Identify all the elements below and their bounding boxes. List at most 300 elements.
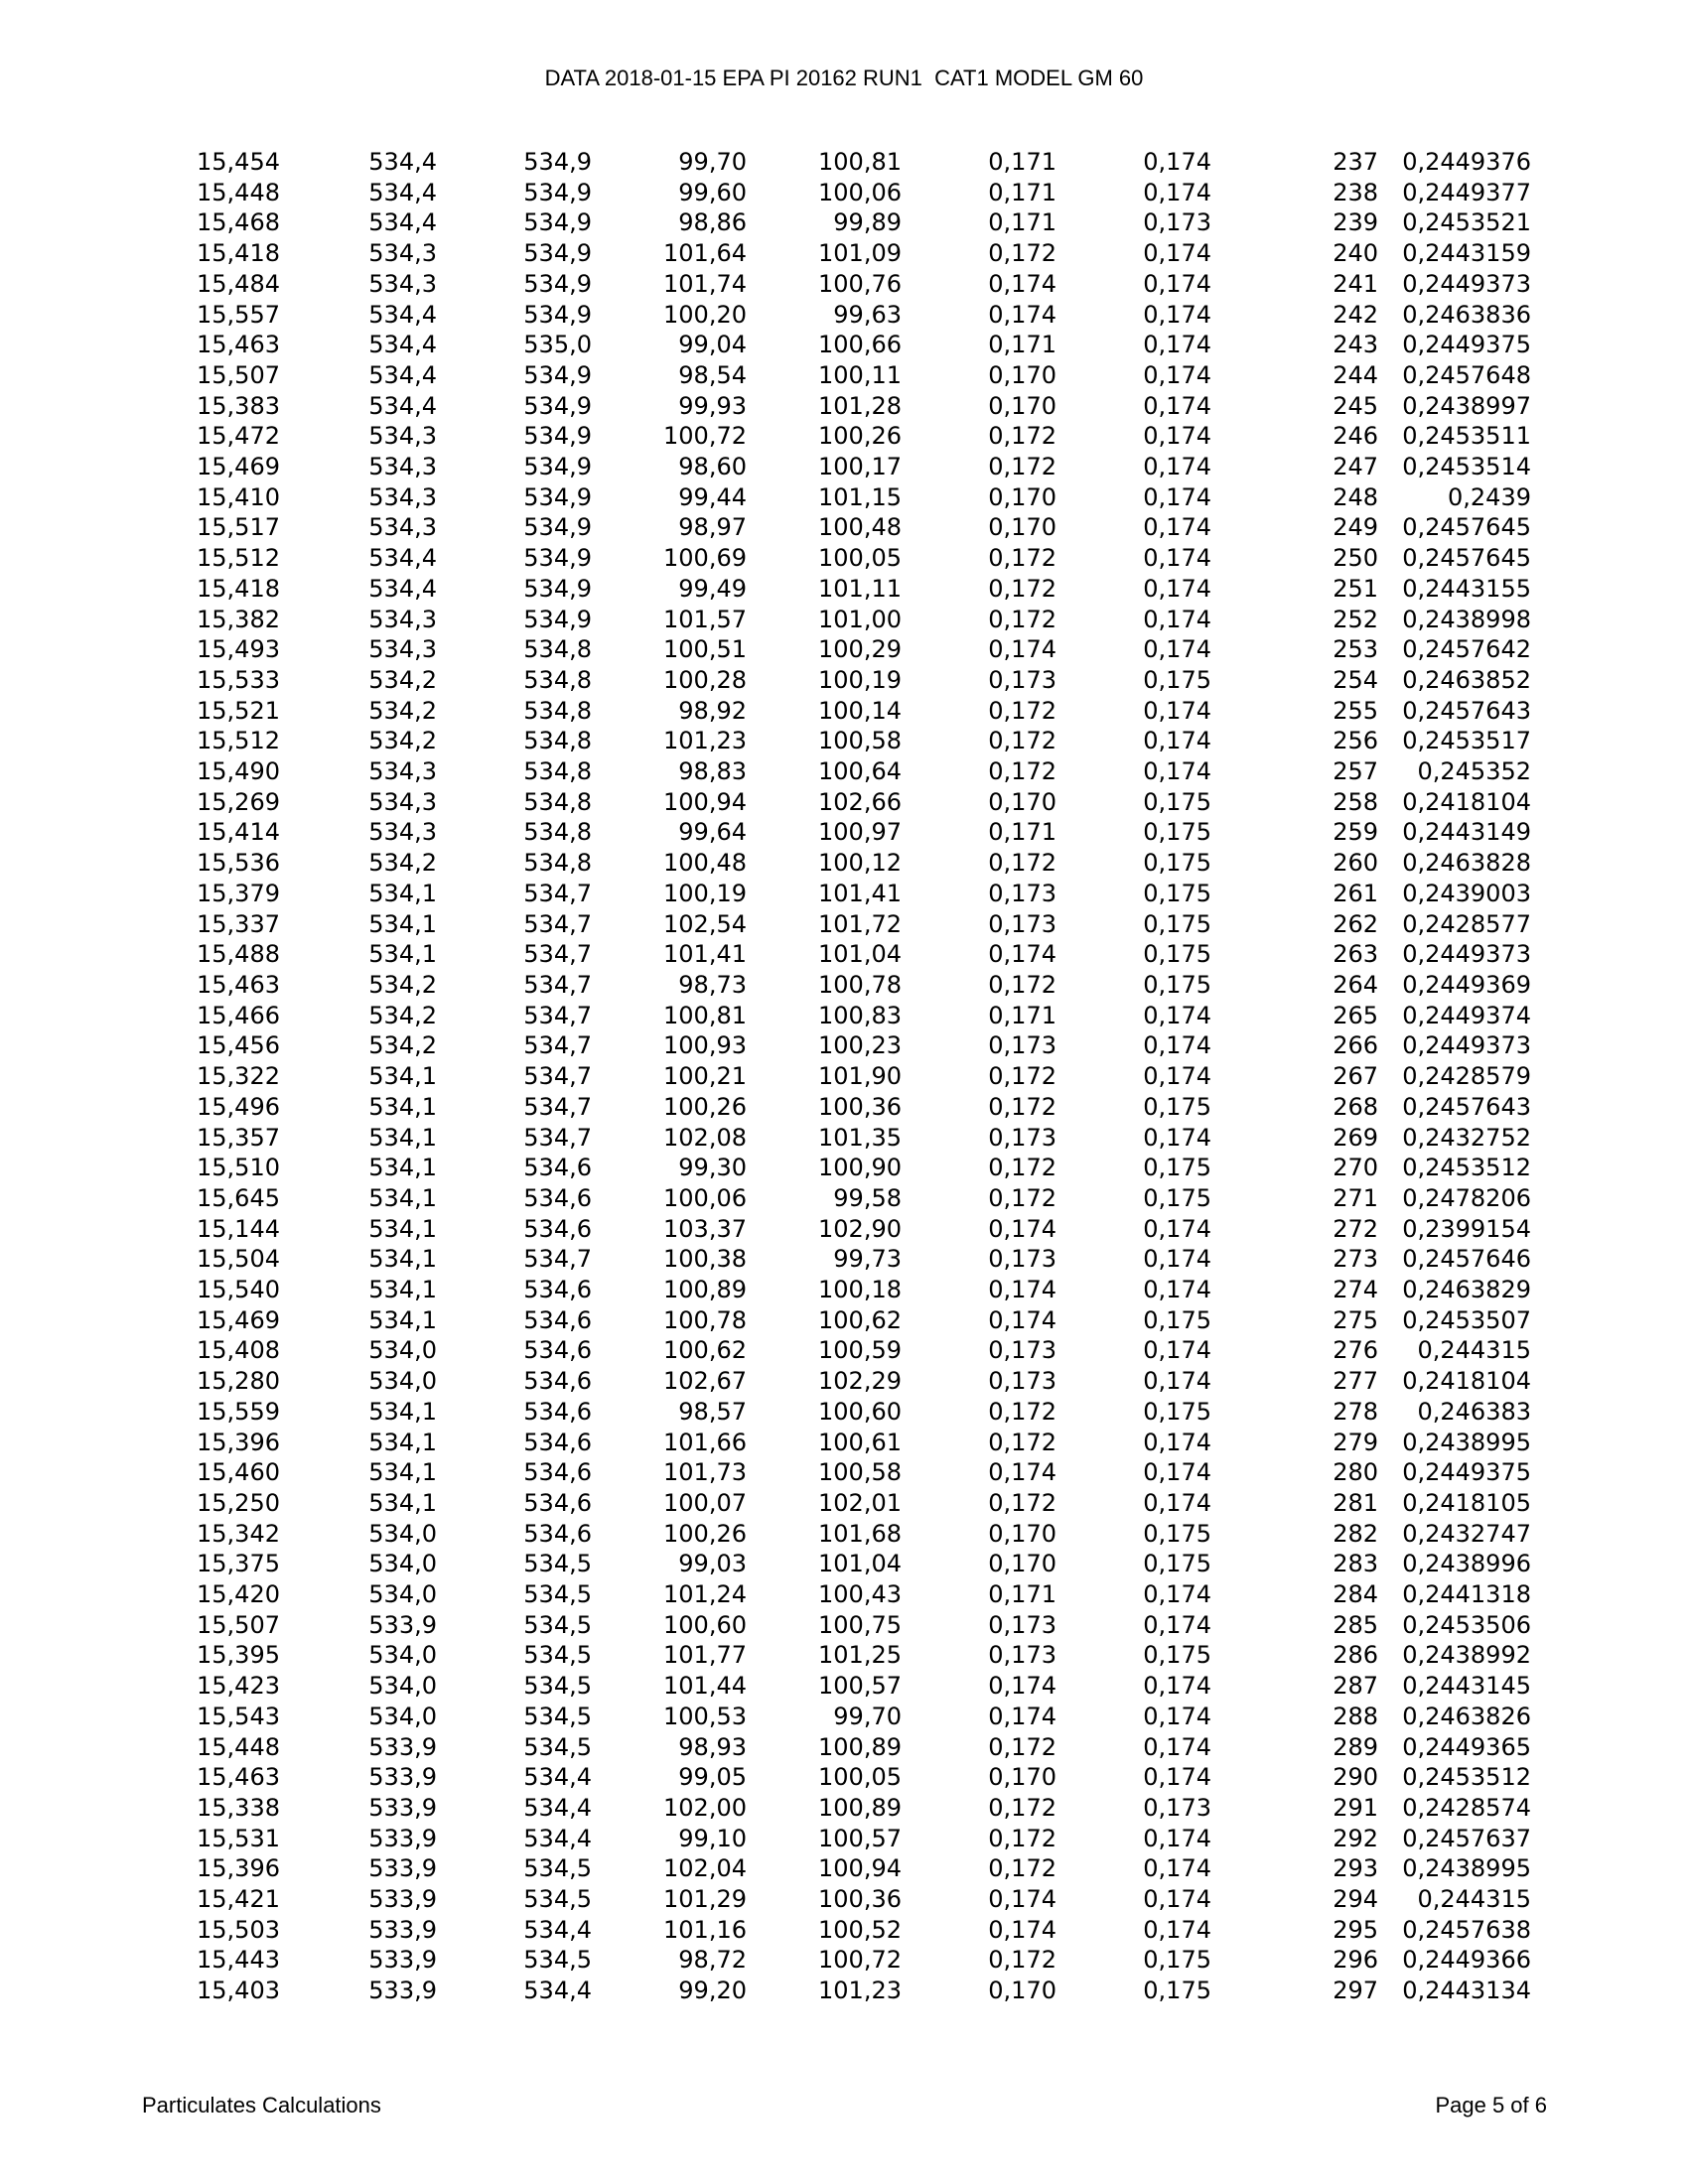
table-cell: 287 bbox=[1333, 1672, 1378, 1701]
table-cell: 101,00 bbox=[818, 605, 902, 633]
table-cell: 0,174 bbox=[1143, 1062, 1211, 1091]
table-cell: 534,7 bbox=[523, 1001, 592, 1029]
table-cell: 534,4 bbox=[368, 331, 437, 359]
table-cell: 0,2438998 bbox=[1402, 605, 1531, 633]
table-row bbox=[0, 1915, 1531, 1946]
table-cell: 0,2399154 bbox=[1402, 1214, 1531, 1243]
table-cell: 0,174 bbox=[1143, 1031, 1211, 1060]
table-cell: 0,175 bbox=[1143, 1946, 1211, 1975]
table-cell: 100,89 bbox=[818, 1793, 902, 1822]
table-cell: 534,1 bbox=[368, 1305, 437, 1334]
table-cell: 0,2443149 bbox=[1402, 818, 1531, 847]
table-cell: 0,170 bbox=[988, 482, 1056, 511]
table-cell: 534,0 bbox=[368, 1519, 437, 1548]
table-cell: 534,1 bbox=[368, 1062, 437, 1091]
table-cell: 284 bbox=[1333, 1580, 1378, 1609]
table-cell: 283 bbox=[1333, 1550, 1378, 1578]
table-cell: 0,174 bbox=[1143, 422, 1211, 451]
table-cell: 99,30 bbox=[678, 1154, 747, 1182]
table-cell: 274 bbox=[1333, 1276, 1378, 1304]
table-cell: 15,466 bbox=[197, 1001, 280, 1029]
table-cell: 243 bbox=[1333, 331, 1378, 359]
table-cell: 533,9 bbox=[368, 1885, 437, 1914]
table-row bbox=[0, 1366, 1531, 1397]
table-cell: 100,60 bbox=[818, 1397, 902, 1426]
table-cell: 0,172 bbox=[988, 1092, 1056, 1121]
page-header: DATA 2018-01-15 EPA PI 20162 RUN1 CAT1 MODEL GM 60 bbox=[544, 66, 1144, 90]
table-cell: 0,2439 bbox=[1448, 482, 1531, 511]
table-row bbox=[0, 1793, 1531, 1824]
table-cell: 101,11 bbox=[818, 574, 902, 603]
table-cell: 237 bbox=[1333, 148, 1378, 176]
table-cell: 289 bbox=[1333, 1732, 1378, 1761]
table-row bbox=[0, 1732, 1531, 1763]
table-cell: 0,2457637 bbox=[1402, 1824, 1531, 1852]
table-cell: 534,5 bbox=[523, 1702, 592, 1730]
table-cell: 15,357 bbox=[197, 1123, 280, 1152]
table-row bbox=[0, 696, 1531, 727]
table-cell: 99,10 bbox=[678, 1824, 747, 1852]
table-cell: 534,5 bbox=[523, 1732, 592, 1761]
table-cell: 99,73 bbox=[833, 1245, 902, 1274]
table-cell: 0,2449376 bbox=[1402, 148, 1531, 176]
table-row bbox=[0, 1030, 1531, 1061]
table-cell: 0,171 bbox=[988, 818, 1056, 847]
table-cell: 259 bbox=[1333, 818, 1378, 847]
table-row bbox=[0, 391, 1531, 422]
table-cell: 15,454 bbox=[197, 148, 280, 176]
table-cell: 0,2453512 bbox=[1402, 1763, 1531, 1792]
table-cell: 291 bbox=[1333, 1793, 1378, 1822]
footer-title: Particulates Calculations bbox=[142, 2093, 381, 2117]
table-row bbox=[0, 1702, 1531, 1732]
table-cell: 534,5 bbox=[523, 1610, 592, 1639]
table-row bbox=[0, 574, 1531, 605]
table-cell: 15,423 bbox=[197, 1672, 280, 1701]
table-cell: 0,175 bbox=[1143, 818, 1211, 847]
table-cell: 103,37 bbox=[663, 1214, 747, 1243]
table-cell: 98,93 bbox=[678, 1732, 747, 1761]
table-cell: 534,9 bbox=[523, 482, 592, 511]
table-row bbox=[0, 605, 1531, 635]
table-cell: 262 bbox=[1333, 909, 1378, 938]
table-cell: 15,484 bbox=[197, 269, 280, 298]
table-cell: 100,12 bbox=[818, 849, 902, 878]
table-cell: 534,4 bbox=[523, 1915, 592, 1944]
table-cell: 0,174 bbox=[1143, 544, 1211, 573]
table-cell: 100,07 bbox=[663, 1488, 747, 1517]
table-cell: 534,3 bbox=[368, 453, 437, 481]
table-cell: 534,0 bbox=[368, 1702, 437, 1730]
table-cell: 15,250 bbox=[197, 1488, 280, 1517]
table-cell: 15,410 bbox=[197, 482, 280, 511]
table-cell: 295 bbox=[1333, 1915, 1378, 1944]
table-cell: 0,174 bbox=[988, 940, 1056, 969]
table-cell: 15,469 bbox=[197, 453, 280, 481]
table-cell: 100,29 bbox=[818, 635, 902, 664]
table-cell: 288 bbox=[1333, 1702, 1378, 1730]
table-cell: 0,172 bbox=[988, 1062, 1056, 1091]
table-cell: 534,1 bbox=[368, 1397, 437, 1426]
table-cell: 15,414 bbox=[197, 818, 280, 847]
table-cell: 0,2449374 bbox=[1402, 1001, 1531, 1029]
table-cell: 0,2449369 bbox=[1402, 970, 1531, 999]
table-cell: 98,92 bbox=[678, 696, 747, 725]
table-cell: 0,2457643 bbox=[1402, 1092, 1531, 1121]
table-cell: 290 bbox=[1333, 1763, 1378, 1792]
table-cell: 0,175 bbox=[1143, 849, 1211, 878]
table-cell: 0,175 bbox=[1143, 665, 1211, 694]
table-cell: 263 bbox=[1333, 940, 1378, 969]
table-cell: 0,174 bbox=[1143, 1854, 1211, 1883]
table-cell: 0,173 bbox=[988, 879, 1056, 907]
table-cell: 0,172 bbox=[988, 1183, 1056, 1212]
table-cell: 101,09 bbox=[818, 239, 902, 268]
table-cell: 101,90 bbox=[818, 1062, 902, 1091]
table-cell: 15,448 bbox=[197, 1732, 280, 1761]
table-cell: 0,172 bbox=[988, 849, 1056, 878]
table-cell: 101,44 bbox=[663, 1672, 747, 1701]
table-cell: 0,2453514 bbox=[1402, 453, 1531, 481]
table-cell: 534,8 bbox=[523, 787, 592, 816]
data-table bbox=[0, 147, 1531, 2006]
table-cell: 15,463 bbox=[197, 1763, 280, 1792]
table-cell: 0,174 bbox=[1143, 1123, 1211, 1152]
table-cell: 15,456 bbox=[197, 1031, 280, 1060]
table-cell: 0,175 bbox=[1143, 909, 1211, 938]
table-cell: 100,26 bbox=[663, 1092, 747, 1121]
table-cell: 0,172 bbox=[988, 544, 1056, 573]
table-cell: 534,6 bbox=[523, 1428, 592, 1456]
table-cell: 15,420 bbox=[197, 1580, 280, 1609]
table-cell: 0,174 bbox=[988, 1915, 1056, 1944]
table-cell: 0,244315 bbox=[1417, 1885, 1531, 1914]
table-cell: 0,172 bbox=[988, 1428, 1056, 1456]
table-cell: 99,70 bbox=[678, 148, 747, 176]
table-cell: 534,0 bbox=[368, 1641, 437, 1670]
table-cell: 0,174 bbox=[1143, 1610, 1211, 1639]
table-cell: 100,64 bbox=[818, 757, 902, 786]
table-cell: 102,54 bbox=[663, 909, 747, 938]
table-cell: 534,9 bbox=[523, 544, 592, 573]
table-cell: 0,174 bbox=[988, 1672, 1056, 1701]
table-cell: 100,81 bbox=[818, 148, 902, 176]
table-cell: 0,172 bbox=[988, 757, 1056, 786]
table-cell: 0,174 bbox=[1143, 1245, 1211, 1274]
table-cell: 100,51 bbox=[663, 635, 747, 664]
table-cell: 0,173 bbox=[988, 1031, 1056, 1060]
table-cell: 534,5 bbox=[523, 1854, 592, 1883]
table-cell: 261 bbox=[1333, 879, 1378, 907]
table-cell: 0,172 bbox=[988, 1732, 1056, 1761]
table-cell: 0,174 bbox=[1143, 1824, 1211, 1852]
table-cell: 15,488 bbox=[197, 940, 280, 969]
table-cell: 0,174 bbox=[988, 1702, 1056, 1730]
table-cell: 15,557 bbox=[197, 300, 280, 329]
table-cell: 0,174 bbox=[1143, 635, 1211, 664]
table-cell: 15,269 bbox=[197, 787, 280, 816]
table-row bbox=[0, 238, 1531, 269]
table-cell: 15,517 bbox=[197, 513, 280, 542]
table-cell: 0,175 bbox=[1143, 1397, 1211, 1426]
table-cell: 15,382 bbox=[197, 605, 280, 633]
table-cell: 100,05 bbox=[818, 544, 902, 573]
table-cell: 0,171 bbox=[988, 148, 1056, 176]
table-cell: 533,9 bbox=[368, 1915, 437, 1944]
table-cell: 292 bbox=[1333, 1824, 1378, 1852]
table-cell: 534,2 bbox=[368, 696, 437, 725]
table-cell: 534,9 bbox=[523, 422, 592, 451]
table-cell: 15,536 bbox=[197, 849, 280, 878]
table-cell: 100,97 bbox=[818, 818, 902, 847]
table-cell: 282 bbox=[1333, 1519, 1378, 1548]
table-cell: 0,174 bbox=[988, 1305, 1056, 1334]
table-cell: 0,174 bbox=[1143, 331, 1211, 359]
table-cell: 101,04 bbox=[818, 940, 902, 969]
table-row bbox=[0, 1001, 1531, 1031]
table-cell: 0,173 bbox=[988, 1245, 1056, 1274]
table-cell: 100,72 bbox=[663, 422, 747, 451]
table-cell: 534,7 bbox=[523, 1031, 592, 1060]
table-cell: 0,175 bbox=[1143, 1641, 1211, 1670]
table-cell: 534,2 bbox=[368, 1001, 437, 1029]
table-cell: 100,94 bbox=[663, 787, 747, 816]
table-cell: 272 bbox=[1333, 1214, 1378, 1243]
table-cell: 0,174 bbox=[1143, 1001, 1211, 1029]
table-cell: 15,379 bbox=[197, 879, 280, 907]
table-cell: 101,04 bbox=[818, 1550, 902, 1578]
table-cell: 0,174 bbox=[1143, 391, 1211, 420]
table-cell: 102,01 bbox=[818, 1488, 902, 1517]
table-cell: 534,1 bbox=[368, 1428, 437, 1456]
table-cell: 15,396 bbox=[197, 1428, 280, 1456]
table-cell: 0,2457638 bbox=[1402, 1915, 1531, 1944]
table-cell: 0,2457645 bbox=[1402, 513, 1531, 542]
table-cell: 534,9 bbox=[523, 605, 592, 633]
table-cell: 0,174 bbox=[1143, 300, 1211, 329]
table-cell: 100,62 bbox=[663, 1336, 747, 1365]
table-cell: 0,170 bbox=[988, 1519, 1056, 1548]
table-cell: 534,9 bbox=[523, 453, 592, 481]
table-cell: 100,90 bbox=[818, 1154, 902, 1182]
table-cell: 280 bbox=[1333, 1458, 1378, 1487]
table-cell: 98,97 bbox=[678, 513, 747, 542]
table-cell: 15,507 bbox=[197, 360, 280, 389]
table-cell: 534,0 bbox=[368, 1367, 437, 1396]
table-cell: 534,5 bbox=[523, 1550, 592, 1578]
table-cell: 0,174 bbox=[1143, 178, 1211, 206]
table-cell: 534,2 bbox=[368, 970, 437, 999]
table-cell: 534,1 bbox=[368, 1154, 437, 1182]
table-cell: 15,504 bbox=[197, 1245, 280, 1274]
table-cell: 534,1 bbox=[368, 909, 437, 938]
table-cell: 98,54 bbox=[678, 360, 747, 389]
table-cell: 0,2463829 bbox=[1402, 1276, 1531, 1304]
table-cell: 100,48 bbox=[818, 513, 902, 542]
table-cell: 15,460 bbox=[197, 1458, 280, 1487]
table-row bbox=[0, 817, 1531, 848]
table-cell: 100,69 bbox=[663, 544, 747, 573]
table-cell: 534,4 bbox=[368, 148, 437, 176]
table-cell: 100,75 bbox=[818, 1610, 902, 1639]
table-cell: 0,174 bbox=[1143, 269, 1211, 298]
table-row bbox=[0, 452, 1531, 482]
table-cell: 0,174 bbox=[1143, 1276, 1211, 1304]
table-cell: 0,173 bbox=[1143, 1793, 1211, 1822]
table-cell: 102,66 bbox=[818, 787, 902, 816]
table-cell: 260 bbox=[1333, 849, 1378, 878]
table-cell: 268 bbox=[1333, 1092, 1378, 1121]
table-cell: 534,2 bbox=[368, 665, 437, 694]
table-row bbox=[0, 1671, 1531, 1702]
table-cell: 98,73 bbox=[678, 970, 747, 999]
table-cell: 534,9 bbox=[523, 239, 592, 268]
table-cell: 270 bbox=[1333, 1154, 1378, 1182]
table-cell: 534,4 bbox=[368, 574, 437, 603]
table-cell: 0,2449365 bbox=[1402, 1732, 1531, 1761]
table-cell: 0,175 bbox=[1143, 1183, 1211, 1212]
table-cell: 15,645 bbox=[197, 1183, 280, 1212]
page-number: Page 5 of 6 bbox=[1435, 2093, 1547, 2117]
table-row bbox=[0, 1549, 1531, 1579]
table-cell: 0,174 bbox=[988, 1885, 1056, 1914]
table-cell: 100,06 bbox=[818, 178, 902, 206]
table-cell: 100,93 bbox=[663, 1031, 747, 1060]
table-cell: 101,15 bbox=[818, 482, 902, 511]
table-cell: 100,94 bbox=[818, 1854, 902, 1883]
table-cell: 101,16 bbox=[663, 1915, 747, 1944]
table-cell: 297 bbox=[1333, 1977, 1378, 2005]
table-cell: 534,6 bbox=[523, 1214, 592, 1243]
table-cell: 0,2428577 bbox=[1402, 909, 1531, 938]
table-cell: 15,383 bbox=[197, 391, 280, 420]
table-cell: 15,280 bbox=[197, 1367, 280, 1396]
table-cell: 0,2418104 bbox=[1402, 787, 1531, 816]
table-row bbox=[0, 787, 1531, 818]
table-row bbox=[0, 1123, 1531, 1154]
table-cell: 15,472 bbox=[197, 422, 280, 451]
table-cell: 0,2443134 bbox=[1402, 1977, 1531, 2005]
table-cell: 100,57 bbox=[818, 1672, 902, 1701]
table-cell: 0,245352 bbox=[1417, 757, 1531, 786]
table-cell: 99,04 bbox=[678, 331, 747, 359]
table-cell: 101,25 bbox=[818, 1641, 902, 1670]
table-cell: 533,9 bbox=[368, 1946, 437, 1975]
table-cell: 276 bbox=[1333, 1336, 1378, 1365]
table-cell: 534,1 bbox=[368, 1488, 437, 1517]
table-cell: 0,172 bbox=[988, 1946, 1056, 1975]
table-cell: 102,90 bbox=[818, 1214, 902, 1243]
table-cell: 534,9 bbox=[523, 513, 592, 542]
table-cell: 0,174 bbox=[1143, 727, 1211, 755]
table-cell: 534,9 bbox=[523, 208, 592, 237]
table-cell: 0,170 bbox=[988, 1763, 1056, 1792]
table-cell: 0,174 bbox=[1143, 1763, 1211, 1792]
table-row bbox=[0, 482, 1531, 513]
table-cell: 15,490 bbox=[197, 757, 280, 786]
table-cell: 100,19 bbox=[818, 665, 902, 694]
table-cell: 0,2449373 bbox=[1402, 1031, 1531, 1060]
table-cell: 15,559 bbox=[197, 1397, 280, 1426]
table-cell: 0,2463828 bbox=[1402, 849, 1531, 878]
table-cell: 99,44 bbox=[678, 482, 747, 511]
table-cell: 100,89 bbox=[818, 1732, 902, 1761]
table-cell: 0,174 bbox=[988, 635, 1056, 664]
table-cell: 0,171 bbox=[988, 1001, 1056, 1029]
table-cell: 0,174 bbox=[1143, 1915, 1211, 1944]
table-cell: 100,43 bbox=[818, 1580, 902, 1609]
table-cell: 101,23 bbox=[663, 727, 747, 755]
table-row bbox=[0, 178, 1531, 208]
table-cell: 534,0 bbox=[368, 1336, 437, 1365]
table-cell: 534,9 bbox=[523, 360, 592, 389]
table-cell: 533,9 bbox=[368, 1793, 437, 1822]
table-cell: 254 bbox=[1333, 665, 1378, 694]
table-cell: 0,2463826 bbox=[1402, 1702, 1531, 1730]
table-cell: 0,173 bbox=[988, 665, 1056, 694]
table-cell: 0,2457645 bbox=[1402, 544, 1531, 573]
table-cell: 0,172 bbox=[988, 1854, 1056, 1883]
table-cell: 534,7 bbox=[523, 940, 592, 969]
table-row bbox=[0, 1153, 1531, 1183]
table-cell: 534,7 bbox=[523, 879, 592, 907]
table-cell: 245 bbox=[1333, 391, 1378, 420]
table-cell: 99,70 bbox=[833, 1702, 902, 1730]
table-cell: 15,531 bbox=[197, 1824, 280, 1852]
table-cell: 15,469 bbox=[197, 1305, 280, 1334]
table-cell: 0,174 bbox=[988, 300, 1056, 329]
table-cell: 534,0 bbox=[368, 1672, 437, 1701]
table-row bbox=[0, 1244, 1531, 1275]
table-cell: 534,6 bbox=[523, 1276, 592, 1304]
table-cell: 15,443 bbox=[197, 1946, 280, 1975]
table-cell: 533,9 bbox=[368, 1854, 437, 1883]
table-cell: 534,7 bbox=[523, 1245, 592, 1274]
table-cell: 101,28 bbox=[818, 391, 902, 420]
table-cell: 0,2449375 bbox=[1402, 331, 1531, 359]
table-cell: 0,172 bbox=[988, 453, 1056, 481]
table-row bbox=[0, 665, 1531, 696]
table-cell: 0,174 bbox=[988, 1458, 1056, 1487]
table-cell: 0,2443159 bbox=[1402, 239, 1531, 268]
table-cell: 15,521 bbox=[197, 696, 280, 725]
table-cell: 533,9 bbox=[368, 1977, 437, 2005]
table-cell: 0,171 bbox=[988, 178, 1056, 206]
table-cell: 534,6 bbox=[523, 1397, 592, 1426]
table-cell: 0,174 bbox=[988, 1214, 1056, 1243]
table-cell: 277 bbox=[1333, 1367, 1378, 1396]
table-cell: 534,4 bbox=[368, 300, 437, 329]
table-cell: 249 bbox=[1333, 513, 1378, 542]
table-cell: 101,24 bbox=[663, 1580, 747, 1609]
table-cell: 257 bbox=[1333, 757, 1378, 786]
table-cell: 0,174 bbox=[1143, 1214, 1211, 1243]
table-cell: 248 bbox=[1333, 482, 1378, 511]
table-row bbox=[0, 756, 1531, 787]
table-cell: 0,174 bbox=[1143, 1458, 1211, 1487]
table-cell: 0,174 bbox=[1143, 513, 1211, 542]
table-cell: 101,41 bbox=[818, 879, 902, 907]
table-cell: 534,1 bbox=[368, 1214, 437, 1243]
table-cell: 534,4 bbox=[368, 178, 437, 206]
table-cell: 15,468 bbox=[197, 208, 280, 237]
table-cell: 100,58 bbox=[818, 727, 902, 755]
table-cell: 0,175 bbox=[1143, 1305, 1211, 1334]
table-cell: 0,2453506 bbox=[1402, 1610, 1531, 1639]
table-cell: 99,89 bbox=[833, 208, 902, 237]
table-cell: 100,36 bbox=[818, 1092, 902, 1121]
table-row bbox=[0, 1428, 1531, 1458]
